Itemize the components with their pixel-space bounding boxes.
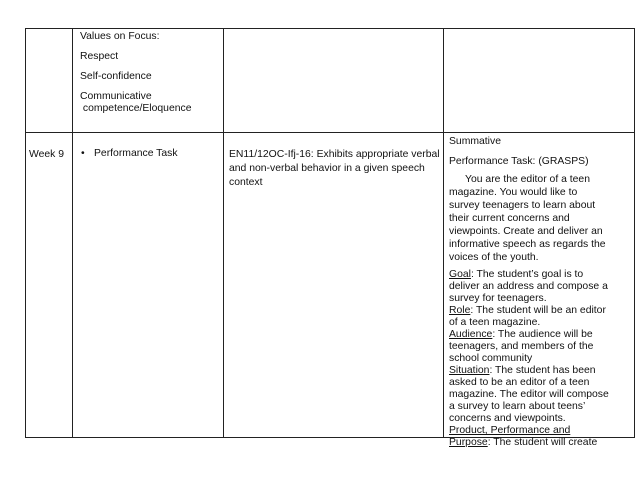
intro-line: their current concerns and (449, 213, 570, 224)
audience-text: : The audience will be (492, 329, 593, 340)
value-item: competence/Eloquence (80, 103, 192, 114)
value-item: Self-confidence (80, 71, 152, 82)
column-divider-2 (223, 28, 224, 438)
product-label: Product, Performance and (449, 425, 571, 436)
intro-line: You are the editor of a teen (465, 174, 590, 185)
situation-line: concerns and viewpoints. (449, 413, 566, 424)
situation-line: asked to be an editor of a teen (449, 377, 590, 388)
goal-line: deliver an address and compose a (449, 281, 608, 292)
audience-line (449, 329, 633, 341)
product-label: Purpose (449, 437, 488, 448)
audience-line: school community (449, 353, 533, 364)
value-item: Respect (80, 51, 119, 62)
assessment-type: Summative (449, 136, 501, 147)
role-line (449, 305, 633, 317)
product-line (449, 437, 633, 449)
situation-label: Situation (449, 365, 490, 376)
situation-text: : The student has been (489, 365, 596, 376)
goal-label: Goal (449, 269, 471, 280)
competency-line: EN11/12OC-Ifj-16: Exhibits appropriate verbal (229, 149, 440, 160)
week-label: Week 9 (29, 149, 65, 160)
column-divider-3 (443, 28, 444, 438)
audience-label: Audience (449, 329, 493, 340)
intro-line: viewpoints. Create and deliver an (449, 226, 603, 237)
values-cell (80, 31, 220, 115)
grasps-details (449, 269, 633, 449)
situation-line: a survey to learn about teens’ (449, 401, 586, 412)
goal-line: survey for teenagers. (449, 293, 547, 304)
value-item: Communicative (80, 91, 152, 102)
goal-line (449, 269, 633, 281)
intro-line: voices of the youth. (449, 252, 539, 263)
situation-line (449, 365, 633, 377)
competency-line: and non-verbal behavior in a given speech (229, 163, 425, 174)
audience-line: teenagers, and members of the (449, 341, 594, 352)
situation-line: magazine. The editor will compose (449, 389, 609, 400)
activity-item: Performance Task (94, 148, 178, 159)
intro-line: magazine. You would like to (449, 187, 578, 198)
column-divider-1 (72, 28, 73, 438)
product-text: : The student will create (487, 437, 598, 448)
role-line: of a teen magazine. (449, 317, 541, 328)
activity-bullet-icon: • (81, 148, 85, 159)
role-label: Role (449, 305, 471, 316)
assessment-title: Performance Task: (GRASPS) (449, 156, 589, 167)
competency-line: context (229, 177, 263, 188)
values-heading: Values on Focus: (80, 31, 160, 42)
table-right-border (634, 28, 635, 438)
row-divider (25, 132, 635, 133)
intro-line: survey teenagers to learn about (449, 200, 596, 211)
table-top-border (25, 28, 635, 29)
role-text: : The student will be an editor (470, 305, 606, 316)
assessment-cell (449, 136, 633, 449)
intro-line: informative speech as regards the (449, 239, 606, 250)
goal-text: : The student’s goal is to (470, 269, 584, 280)
assessment-intro (449, 173, 633, 264)
competency-cell (229, 148, 441, 189)
table-left-border (25, 28, 26, 438)
